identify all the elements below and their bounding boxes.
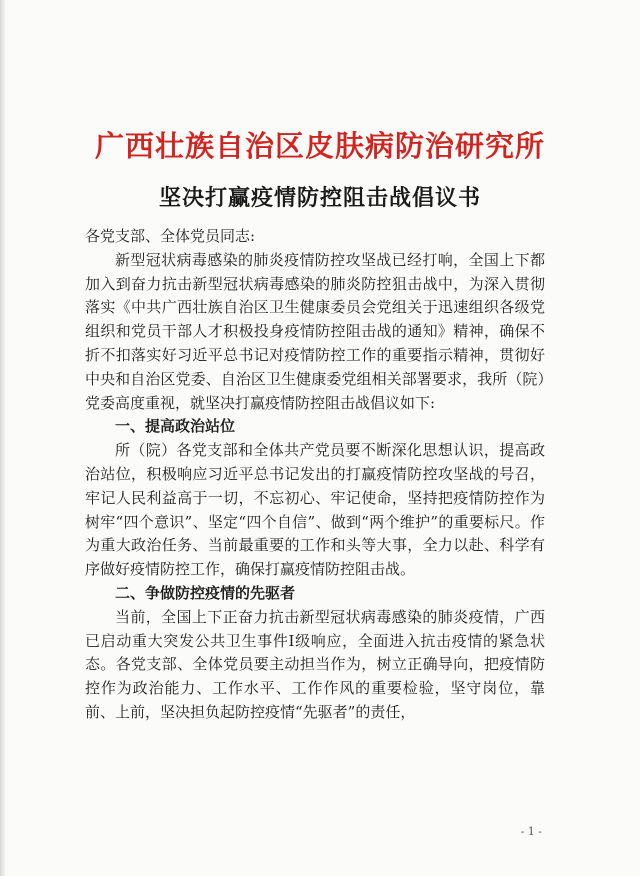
- section-heading-2: 二、争做防控疫情的先驱者: [115, 583, 296, 602]
- intro-paragraph: 新型冠状病毒感染的肺炎疫情防控攻坚战已经打响，全国上下都加入到奋力抗击新型冠状病毒感染的肺炎防控狙击战中，为深入贯彻落实《中共广西壮族自治区卫生健康委员会党组关于迅速组织各级党组织和党员干部人才积极投身疫情防控阻击战的通知》精神，确保不折不扣落实好习近平总书记对疫情防控工作的重要指示精神，贯彻好中央和自治区党委、自治区卫生健康委党组相关部署要求，我所（院）党委高度重视，就坚决打赢疫情防控阻击战倡议如下:: [85, 250, 545, 412]
- page-number: - 1 -: [520, 825, 542, 838]
- section-paragraph-2: 当前，全国上下正奋力抗击新型冠状病毒感染的肺炎疫情，广西已启动重大突发公共卫生事件Ⅰ级响应，全面进入抗击疫情的紧急状态。各党支部、全体党员要主动担当作为，树立正确导向，把疫情防控作为政治能力、工作水平、工作作风的重要检验，坚守岗位，靠前、上前，坚决担负起防控疫情“先驱者”的责任，: [85, 607, 545, 721]
- organization-title: 广西壮族自治区皮肤病防治研究所: [94, 129, 545, 163]
- section-paragraph-1: 所（院）各党支部和全体共产党员要不断深化思想认识，提高政治站位，积极响应习近平总书记发出的打赢疫情防控攻坚战的号召，牢记人民利益高于一切，不忘初心、牢记使命，坚持把疫情防控作为树牢“四个意识”、坚定“四个自信”、做到“两个维护”的重要标尺。作为重大政治任务、当前最重要的工作和头等大事，全力以赴、科学有序做好疫情防控工作，确保打赢疫情防控阻击战。: [85, 441, 545, 579]
- document-body: [85, 225, 545, 725]
- salutation: 各党支部、全体党员同志:: [85, 227, 256, 245]
- section-heading-1: 一、提高政治站位: [115, 417, 236, 436]
- document-title: 坚决打赢疫情防控阻击战倡议书: [158, 185, 481, 211]
